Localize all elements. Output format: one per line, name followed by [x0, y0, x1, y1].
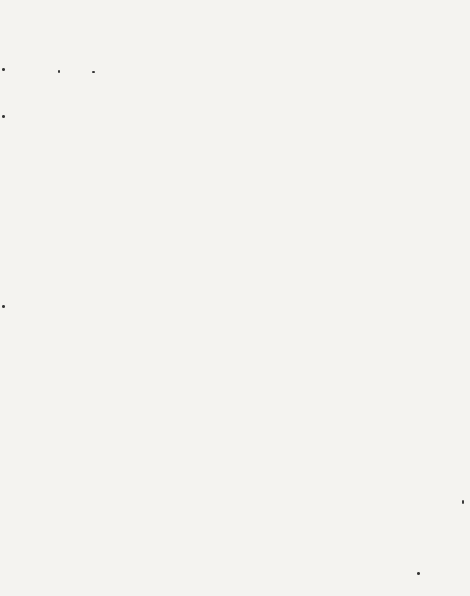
print-speck [92, 71, 95, 73]
print-speck [417, 572, 420, 575]
print-speck [2, 115, 5, 118]
print-speck [2, 305, 5, 308]
print-speck [58, 70, 60, 73]
print-speck [2, 68, 5, 71]
print-speck [462, 500, 464, 504]
